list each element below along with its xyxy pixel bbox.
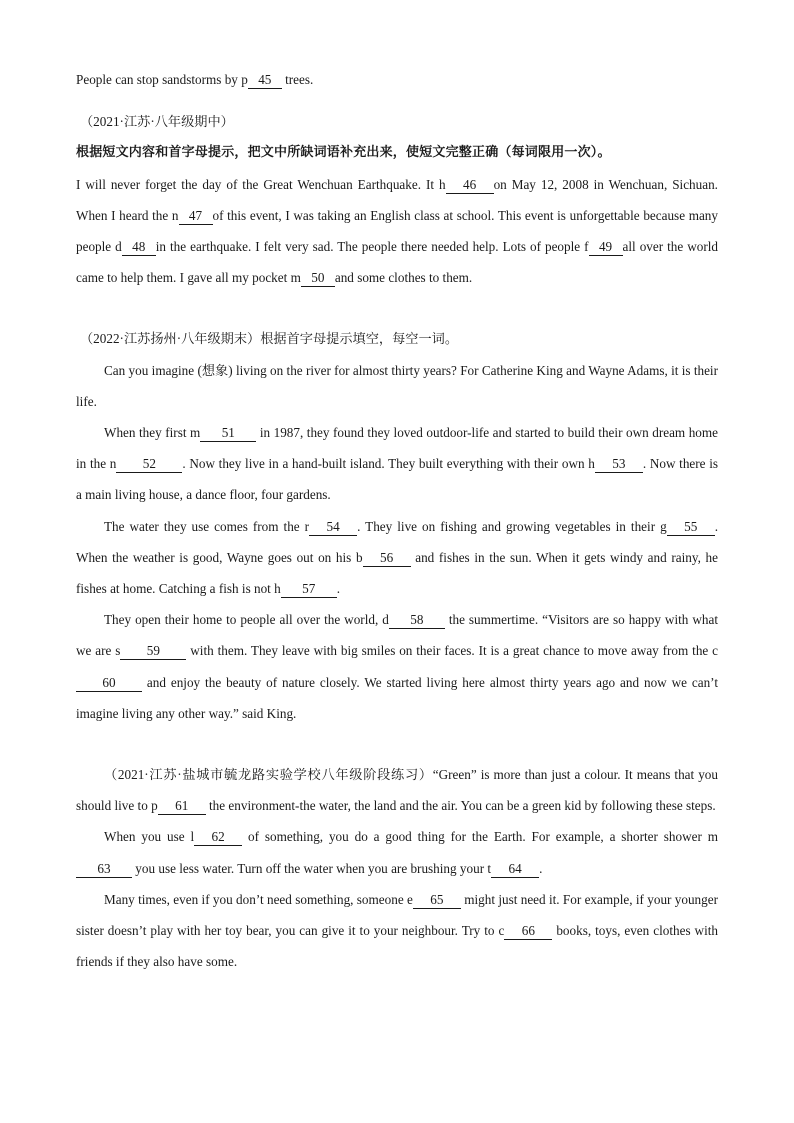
blank-58[interactable]: 58 <box>389 612 445 629</box>
blank-50[interactable]: 50 <box>301 270 335 287</box>
blank-53[interactable]: 53 <box>595 456 643 473</box>
section-wenchuan <box>76 106 718 293</box>
blank-54[interactable]: 54 <box>309 519 357 536</box>
question-45-line: People can stop sandstorms by p 45 trees. <box>76 72 314 87</box>
blank-56[interactable]: 56 <box>363 550 411 567</box>
paragraph: When you use l 62 of something, you do a good thing for the Earth. For example, a shorter shower m63 you use less water. Turn off the water when you are brushing your t 64 . <box>76 821 718 883</box>
blank-63[interactable]: 63 <box>76 861 132 878</box>
source-label: （2021·江苏·八年级期中） <box>80 114 234 130</box>
paragraph: Many times, even if you don’t need something, someone e 65 might just need it. For example, if your younger sister doesn’t play with her toy bear, you can give it to your neighbour. Try to c 66 books, toys, even clothes with friends if they also have some. <box>76 891 719 970</box>
blank-46[interactable]: 46 <box>446 177 494 194</box>
section-river-home <box>76 323 718 729</box>
source-label: （2022·江苏扬州·八年级期末）根据首字母提示填空，每空一词。 <box>80 331 459 347</box>
section-green <box>76 759 718 977</box>
blank-49[interactable]: 49 <box>589 239 623 256</box>
paragraph: The water they use comes from the r 54 . They live on fishing and growing vegetables in their g 55 . When the weather is good, Wayne goes out on his b 56 and fishes in the sun. When it gets windy and rainy, he fishes at home. Catching a fish is not h 57 . <box>76 518 718 597</box>
blank-60[interactable]: 60 <box>76 675 142 692</box>
blank-52[interactable]: 52 <box>116 456 182 473</box>
blank-64[interactable]: 64 <box>491 861 539 878</box>
blank-61[interactable]: 61 <box>158 798 206 815</box>
source-label: （2021·江苏·盐城市毓龙路实验学校八年级阶段练习） <box>104 767 433 783</box>
blank-51[interactable]: 51 <box>200 425 256 442</box>
paragraph: （2021·江苏·盐城市毓龙路实验学校八年级阶段练习）“Green” is more than just a colour. It means that you should live to p 61 the environment-the water, the land and the air. You can be a green kid by following these steps. <box>76 767 718 814</box>
document-content <box>76 64 718 977</box>
blank-45[interactable]: 45 <box>248 72 282 89</box>
paragraph: Can you imagine (想象) living on the river for almost thirty years? For Catherine King and Wayne Adams, it is their life. <box>76 362 718 409</box>
blank-59[interactable]: 59 <box>120 643 186 660</box>
blank-62[interactable]: 62 <box>194 829 242 846</box>
blank-47[interactable]: 47 <box>179 208 213 225</box>
blank-57[interactable]: 57 <box>281 581 337 598</box>
blank-55[interactable]: 55 <box>667 519 715 536</box>
paragraph: They open their home to people all over the world, d 58 the summertime. “Visitors are so happy with what we are s 59 with them. They leave with big smiles on their faces. It is a great chance to move away from the c60 and enjoy the beauty of nature closely. We started living here almost thirty years ago and now we can’t imagine living any other way.” said King. <box>76 612 719 721</box>
paragraph: When they first m 51 in 1987, they found they loved outdoor-life and started to build their own dream home in the n 52 . Now they live in a hand-built island. They built everything with their own h 53 . Now there is a main living house, a dance floor, four gardens. <box>76 425 719 503</box>
blank-65[interactable]: 65 <box>413 892 461 909</box>
instruction-text: 根据短文内容和首字母提示，把文中所缺词语补充出来，使短文完整正确（每词限用一次）。 <box>76 145 611 161</box>
blank-48[interactable]: 48 <box>122 239 156 256</box>
blank-66[interactable]: 66 <box>504 923 552 940</box>
passage-wenchuan: I will never forget the day of the Great Wenchuan Earthquake. It h 46 on May 12, 2008 in Wenchuan, Sichuan. When I heard the n 47 of this event, I was taking an English class at school. This event is unforgettable because many people d 48 in the earthquake. I felt very sad. The people there needed help. Lots of people f 49 all over the world came to help them. I gave all my pocket m 50 and some clothes to them. <box>76 176 719 286</box>
